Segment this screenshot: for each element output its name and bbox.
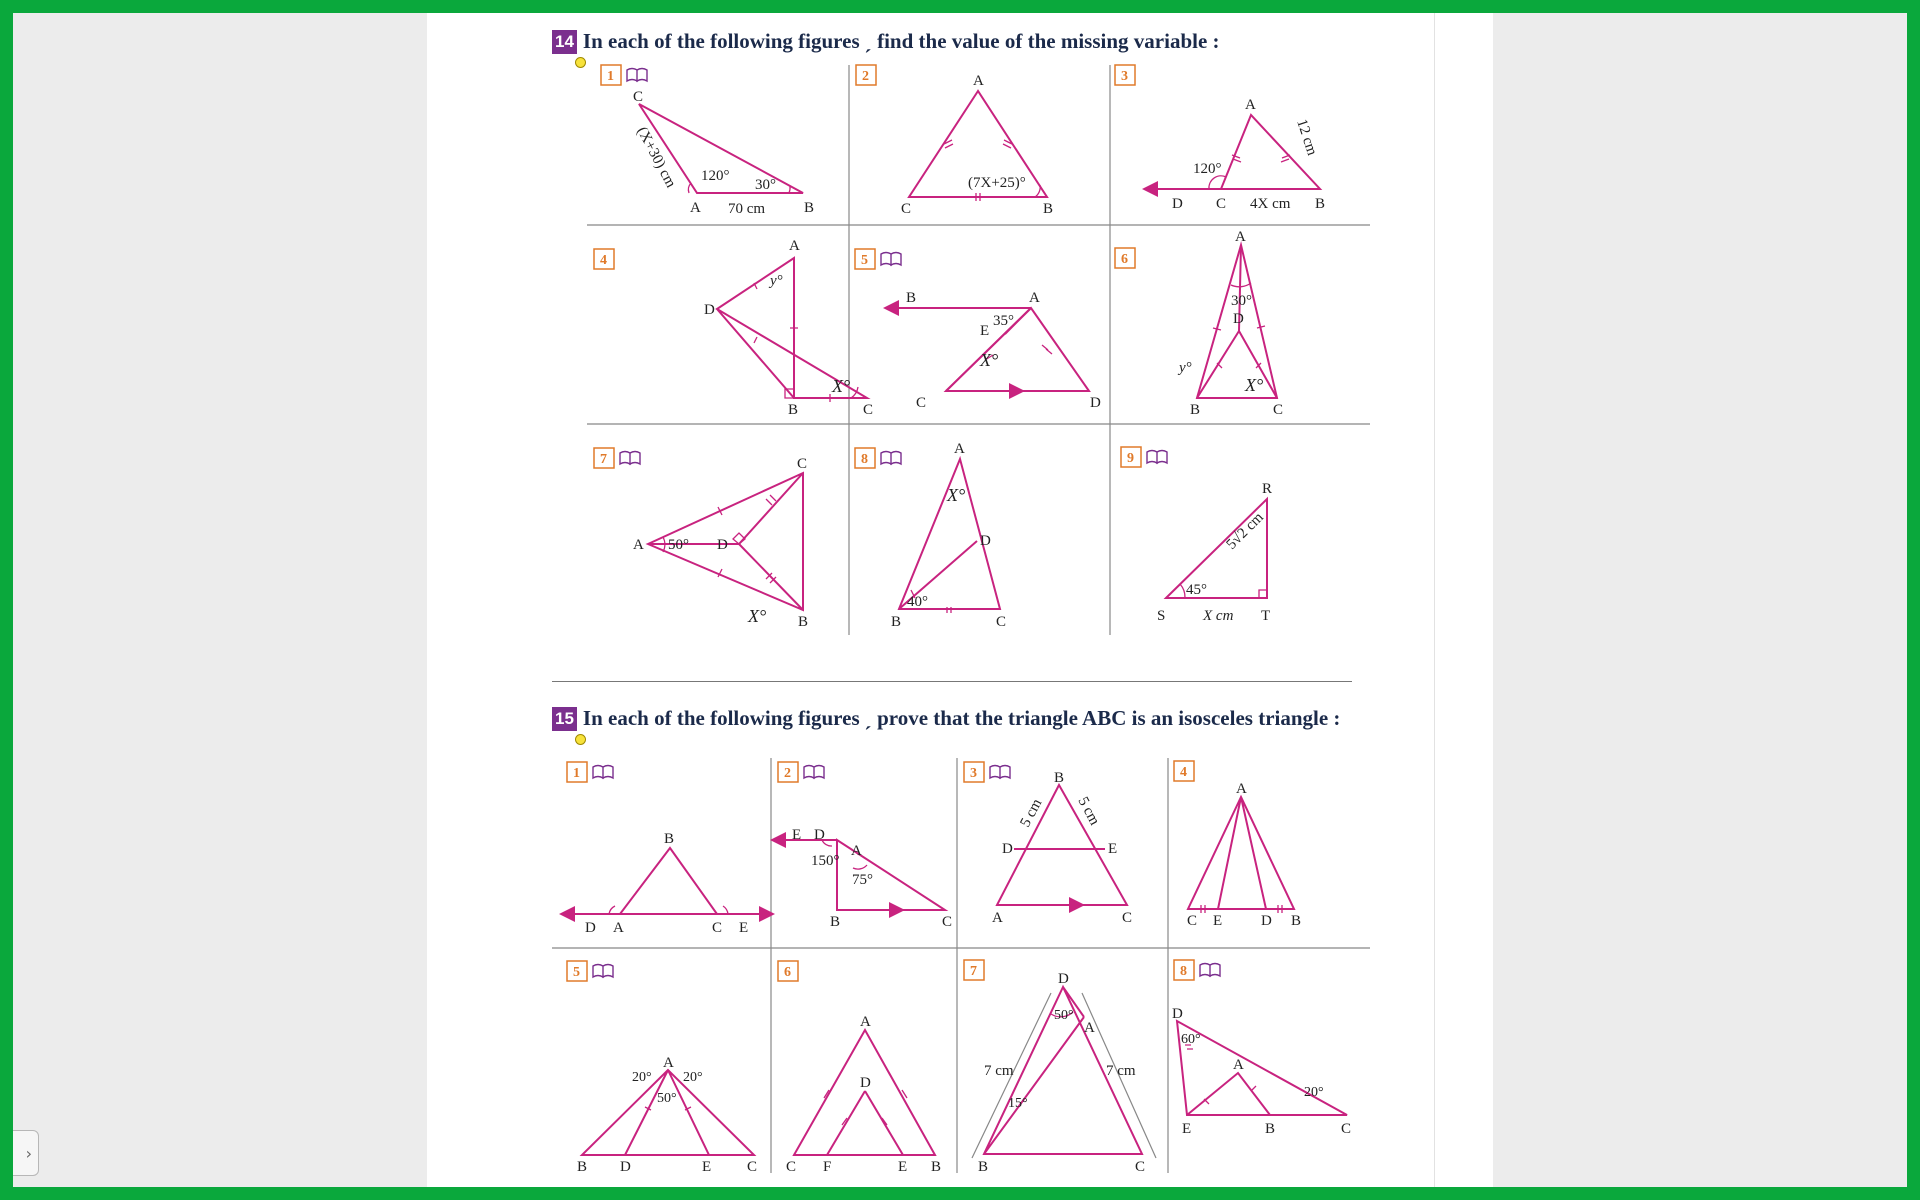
svg-text:2: 2	[862, 69, 869, 84]
svg-text:B: B	[906, 290, 917, 306]
svg-text:A: A	[690, 200, 701, 216]
svg-text:X°: X°	[1245, 375, 1264, 395]
figure-badge-4	[1174, 761, 1194, 781]
svg-text:B: B	[931, 1159, 942, 1175]
figure-badge-6	[778, 961, 798, 981]
svg-text:A: A	[1029, 290, 1040, 306]
svg-text:B: B	[804, 200, 815, 216]
svg-text:B: B	[1291, 913, 1302, 929]
svg-text:C: C	[996, 614, 1007, 630]
svg-text:B: B	[1054, 770, 1065, 786]
svg-text:B: B	[891, 614, 902, 630]
svg-text:D: D	[1058, 971, 1069, 987]
svg-text:150°: 150°	[811, 853, 840, 869]
svg-text:R: R	[1262, 481, 1273, 497]
svg-text:50°: 50°	[668, 537, 689, 553]
svg-text:8: 8	[1180, 964, 1187, 979]
book-icon	[593, 965, 613, 978]
svg-text:C: C	[1187, 913, 1198, 929]
figure-badge-8	[855, 448, 901, 468]
book-icon	[881, 253, 901, 266]
svg-text:D: D	[1233, 311, 1244, 327]
svg-text:D: D	[1090, 395, 1101, 411]
svg-text:9: 9	[1127, 451, 1134, 466]
sidebar-expand-button[interactable]	[13, 1130, 39, 1176]
svg-text:A: A	[973, 73, 984, 89]
svg-text:45°: 45°	[1186, 582, 1207, 598]
svg-text:C: C	[901, 201, 912, 217]
svg-text:X°: X°	[947, 485, 966, 505]
svg-text:A: A	[851, 843, 862, 859]
svg-text:60°: 60°	[1181, 1032, 1201, 1047]
svg-text:5: 5	[861, 253, 868, 268]
question-number: 14	[552, 30, 577, 54]
svg-text:30°: 30°	[755, 177, 776, 193]
question-number: 15	[552, 707, 577, 731]
book-icon	[1147, 451, 1167, 464]
svg-text:A: A	[992, 910, 1003, 926]
svg-text:E: E	[792, 827, 802, 843]
svg-text:D: D	[814, 827, 825, 843]
svg-text:50°: 50°	[1054, 1008, 1074, 1023]
svg-text:C: C	[747, 1159, 758, 1175]
svg-text:70 cm: 70 cm	[728, 201, 766, 217]
svg-text:C: C	[916, 395, 927, 411]
svg-text:3: 3	[970, 766, 977, 781]
svg-text:B: B	[664, 831, 675, 847]
book-icon	[1200, 964, 1220, 977]
svg-text:X°: X°	[748, 606, 767, 626]
figure-badge-3	[964, 762, 1010, 782]
svg-text:A: A	[633, 537, 644, 553]
svg-text:A: A	[1245, 97, 1256, 113]
svg-text:D: D	[704, 302, 715, 318]
svg-text:75°: 75°	[852, 872, 873, 888]
figure-badge-3	[1115, 65, 1135, 85]
svg-text:5√2 cm: 5√2 cm	[1223, 509, 1267, 553]
svg-text:7: 7	[970, 964, 977, 979]
question-title: In each of the following figures ˏ find the value of the missing variable :	[582, 29, 1220, 53]
svg-text:12 cm: 12 cm	[1293, 117, 1320, 158]
svg-text:A: A	[613, 920, 624, 936]
book-icon	[620, 452, 640, 465]
svg-text:(7X+25)°: (7X+25)°	[968, 175, 1026, 191]
svg-text:E: E	[980, 323, 990, 339]
svg-text:y°: y°	[1179, 360, 1192, 376]
question-15-heading	[552, 706, 1340, 731]
svg-text:7 cm: 7 cm	[984, 1063, 1014, 1079]
svg-text:A: A	[1084, 1020, 1095, 1036]
svg-text:4: 4	[1180, 765, 1187, 780]
svg-text:B: B	[1043, 201, 1054, 217]
figure-badge-5	[567, 961, 613, 981]
svg-text:D: D	[860, 1075, 871, 1091]
svg-text:1: 1	[607, 69, 614, 84]
svg-text:X°: X°	[832, 376, 851, 396]
svg-text:D: D	[1172, 196, 1183, 212]
svg-text:A: A	[789, 238, 800, 254]
svg-text:7: 7	[600, 452, 607, 467]
svg-text:D: D	[620, 1159, 631, 1175]
question-title: In each of the following figures ˏ prove that the triangle ABC is an isosceles triangle :	[582, 706, 1341, 730]
svg-text:1: 1	[573, 766, 580, 781]
svg-text:A: A	[1235, 229, 1246, 245]
figure-badge-9	[1121, 447, 1167, 467]
svg-text:C: C	[786, 1159, 797, 1175]
svg-text:A: A	[663, 1055, 674, 1071]
svg-text:B: B	[1315, 196, 1326, 212]
svg-text:120°: 120°	[1193, 161, 1222, 177]
svg-text:C: C	[863, 402, 874, 418]
figure-badge-1	[567, 762, 613, 782]
document-viewer	[13, 13, 1907, 1187]
svg-text:E: E	[1182, 1121, 1192, 1137]
svg-text:A: A	[860, 1014, 871, 1030]
svg-text:D: D	[1261, 913, 1272, 929]
svg-text:8: 8	[861, 452, 868, 467]
figure-badge-2	[856, 65, 876, 85]
svg-text:B: B	[577, 1159, 588, 1175]
svg-text:E: E	[898, 1159, 908, 1175]
figure-badge-7	[964, 960, 984, 980]
svg-text:5 cm: 5 cm	[1074, 794, 1103, 828]
figure-badge-1	[601, 65, 647, 85]
svg-text:B: B	[788, 402, 799, 418]
svg-text:D: D	[1002, 841, 1013, 857]
section-divider	[552, 681, 1352, 682]
svg-text:E: E	[1108, 841, 1118, 857]
svg-text:2: 2	[784, 766, 791, 781]
svg-text:35°: 35°	[993, 313, 1014, 329]
svg-text:15°: 15°	[1008, 1096, 1028, 1111]
svg-text:4: 4	[600, 253, 607, 268]
svg-text:D: D	[1172, 1006, 1183, 1022]
book-icon	[593, 766, 613, 779]
svg-text:B: B	[978, 1159, 989, 1175]
figure-badge-7	[594, 448, 640, 468]
svg-text:X cm: X cm	[1203, 608, 1234, 624]
svg-text:C: C	[712, 920, 723, 936]
book-icon	[881, 452, 901, 465]
book-icon	[804, 766, 824, 779]
svg-text:120°: 120°	[701, 168, 730, 184]
figure-badge-8	[1174, 960, 1220, 980]
svg-text:20°: 20°	[683, 1070, 703, 1085]
svg-text:y°: y°	[770, 273, 783, 289]
figure-badge-6	[1115, 248, 1135, 268]
book-icon	[627, 69, 647, 82]
svg-text:A: A	[954, 441, 965, 457]
svg-text:B: B	[1265, 1121, 1276, 1137]
svg-text:30°: 30°	[1231, 293, 1252, 309]
svg-text:C: C	[1216, 196, 1227, 212]
svg-text:E: E	[1213, 913, 1223, 929]
svg-text:B: B	[798, 614, 809, 630]
q15-figures	[427, 743, 1493, 1183]
svg-text:D: D	[717, 537, 728, 553]
svg-text:C: C	[1341, 1121, 1352, 1137]
svg-text:D: D	[585, 920, 596, 936]
svg-text:C: C	[633, 89, 644, 105]
svg-text:5: 5	[573, 965, 580, 980]
svg-text:4X cm: 4X cm	[1250, 196, 1291, 212]
svg-text:F: F	[823, 1159, 832, 1175]
svg-text:D: D	[980, 533, 991, 549]
svg-text:20°: 20°	[632, 1070, 652, 1085]
svg-text:A: A	[1233, 1057, 1244, 1073]
svg-text:5 cm: 5 cm	[1017, 796, 1046, 830]
worksheet-page	[427, 13, 1493, 1187]
svg-text:X°: X°	[980, 350, 999, 370]
svg-text:C: C	[1273, 402, 1284, 418]
svg-text:6: 6	[784, 965, 791, 980]
figure-badge-2	[778, 762, 824, 782]
chevron-right-icon: ›	[25, 1143, 32, 1163]
q14-figures	[427, 13, 1493, 653]
svg-text:C: C	[1122, 910, 1133, 926]
book-icon	[990, 766, 1010, 779]
svg-text:20°: 20°	[1304, 1085, 1324, 1100]
svg-text:T: T	[1261, 608, 1271, 624]
svg-text:6: 6	[1121, 252, 1128, 267]
svg-text:S: S	[1157, 608, 1166, 624]
svg-text:50°: 50°	[657, 1091, 677, 1106]
svg-text:3: 3	[1121, 69, 1128, 84]
svg-text:C: C	[1135, 1159, 1146, 1175]
svg-text:E: E	[702, 1159, 712, 1175]
svg-text:7 cm: 7 cm	[1106, 1063, 1136, 1079]
svg-text:A: A	[1236, 781, 1247, 797]
svg-text:C: C	[942, 914, 953, 930]
svg-text:(X+30) cm: (X+30) cm	[633, 124, 679, 191]
svg-text:B: B	[1190, 402, 1201, 418]
svg-text:40°: 40°	[907, 594, 928, 610]
svg-text:C: C	[797, 456, 808, 472]
figure-badge-4	[594, 249, 614, 269]
svg-text:B: B	[830, 914, 841, 930]
figure-badge-5	[855, 249, 901, 269]
svg-text:E: E	[739, 920, 749, 936]
